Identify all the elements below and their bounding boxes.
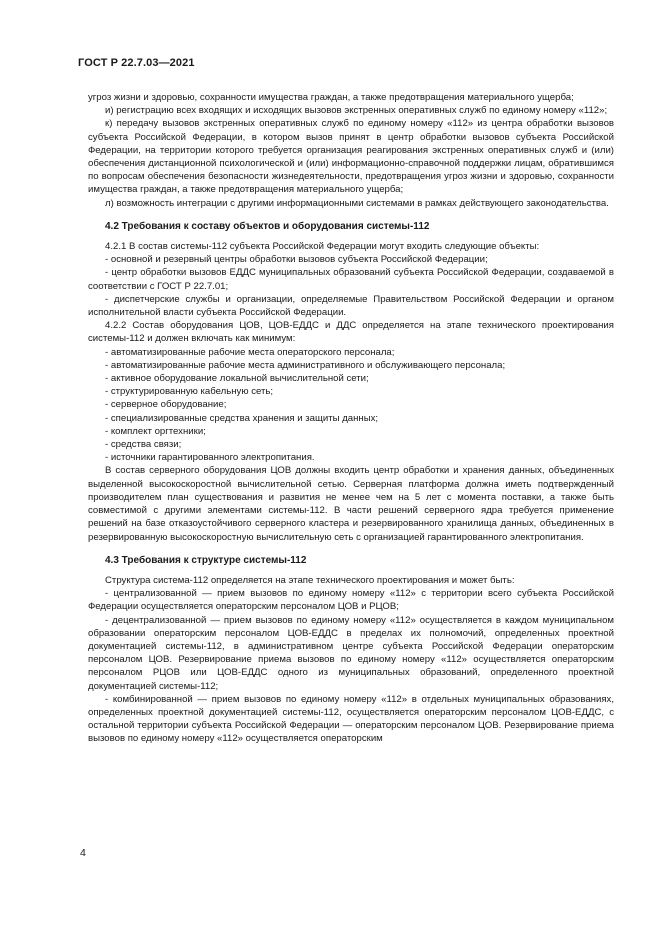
paragraph: угроз жизни и здоровью, сохранности имущества граждан, а также предотвращения материального ущерба; — [88, 92, 574, 103]
list-item: - диспетчерские службы и организации, определяемые Правительством Российской Федерации и органом исполнительной власти субъекта Российской Федерации. — [88, 293, 614, 319]
list-item: - автоматизированные рабочие места операторского персонала; — [105, 346, 395, 358]
paragraph: Структура система-112 определяется на этапе технического проектирования и может быть: — [105, 574, 515, 586]
list-item: - основной и резервный центры обработки вызовов субъекта Российской Федерации; — [105, 254, 488, 266]
list-item: - децентрализованной — прием вызовов по единому номеру «112» осуществляется в каждом муниципальном образовании операторским персоналом ЦОВ-ЕДДС в пределах их полномочий, определенных проектной документацией системы-112, в административном центре субъекта Российской Федерации операторским персоналом ЦОВ. Резервирование приема вызовов по единому номеру «112» осуществляется операторским персоналом РЦОВ или ЦОВ-ЕДДС одного из муниципальных образований, определенного проектной документацией системы-112; — [88, 614, 614, 692]
list-item: - структурированную кабельную сеть; — [105, 386, 274, 398]
list-item: - комбинированной — прием вызовов по единому номеру «112» в отдельных муниципальных образованиях, определенных проектной документацией системы-112, осуществляется операторским персоналом ЦОВ-ЕДДС, с остальной территории субъекта Российской Федерации — операторским персоналом ЦОВ. Резервирование приема вызовов по единому номеру «112» осуществляется операторским — [88, 693, 614, 745]
list-item: - центр обработки вызовов ЕДДС муниципальных образований субъекта Российской Федерации, создаваемой в соответствии с ГОСТ Р 22.7.01; — [88, 267, 614, 292]
list-item: - источники гарантированного электропитания. — [105, 452, 315, 464]
section-title-4-3: 4.3 Требования к структуре системы-112 — [105, 554, 307, 566]
list-item-k: к) передачу вызовов экстренных оперативных служб по единому номеру «112» из центра обработки вызовов субъекта Российской Федерации, в котором вызов принят в центр обработки вызовов субъекта Российской Федерации, на территории которого требуется организация реагирования экстренных оперативных служб и (или) обеспечения дистанционной психологической и (или) информационно-справочной поддержки лицам, обратившимся по вопросам обеспечения безопасности жизнедеятельности, предотвращения угроз жизни и здоровью, сохранности имущества граждан, а также предотвращения материального ущерба; — [88, 118, 614, 196]
clause-4-2-2: 4.2.2 Состав оборудования ЦОВ, ЦОВ-ЕДДС и ДДС определяется на этапе технического проектирования системы-112 и должен включать как минимум: — [88, 320, 614, 345]
list-item: - автоматизированные рабочие места административного и обслуживающего персонала; — [105, 359, 506, 371]
list-item: - комплект оргтехники; — [105, 425, 206, 437]
list-item: - активное оборудование локальной вычислительной сети; — [105, 373, 369, 385]
list-item-l: л) возможность интеграции с другими информационными системами в рамках действующего законодательства. — [105, 197, 609, 209]
paragraph-server: В состав серверного оборудования ЦОВ должны входить центр обработки и хранения данных, объединенных выделенной высокоскоростной вычислительной сетью. Серверная платформа должна иметь подтвержденный производителем план существования и развития не менее чем на 5 лет с момента поставки, а также быть совместимой с другими элементами системы-112. В части решений серверного ядра требуется применение решений на базе отказоустойчивого серверного кластера и резервированного хранилища данных, объединенных в резервированную высокоскоростную вычислительную сеть с организацией гарантированного электропитания. — [88, 465, 614, 543]
list-item: - серверное оборудование; — [105, 399, 227, 411]
list-item: - средства связи; — [105, 439, 182, 451]
list-item: - централизованной — прием вызовов по единому номеру «112» с территории всего субъекта Российской Федерации осуществляется операторским персоналом ЦОВ и РЦОВ; — [88, 588, 614, 613]
document-header: ГОСТ Р 22.7.03—2021 — [78, 57, 195, 69]
list-item-i: и) регистрацию всех входящих и исходящих вызовов экстренных оперативных служб по единому номеру «112»; — [105, 105, 608, 117]
page-number: 4 — [80, 847, 86, 859]
list-item: - специализированные средства хранения и защиты данных; — [105, 412, 379, 424]
clause-4-2-1: 4.2.1 В состав системы-112 субъекта Российской Федерации могут входить следующие объекты: — [105, 241, 540, 253]
section-title-4-2: 4.2 Требования к составу объектов и оборудования системы-112 — [105, 220, 430, 232]
document-body — [88, 91, 614, 746]
